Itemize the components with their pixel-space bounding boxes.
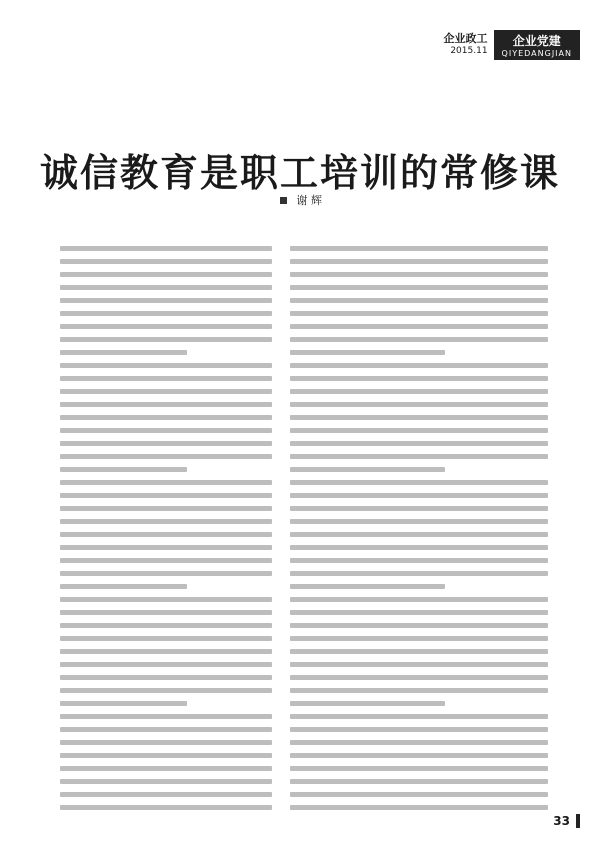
- body-text-line: [60, 519, 272, 524]
- body-text-line: [290, 311, 548, 316]
- body-text-line: [60, 376, 272, 381]
- body-column-right: [290, 246, 548, 826]
- body-text-line: [60, 558, 272, 563]
- body-text-line: [290, 545, 548, 550]
- body-text-line: [290, 298, 548, 303]
- body-text-line: [290, 571, 548, 576]
- body-text-line: [290, 610, 548, 615]
- body-text-line: [290, 532, 548, 537]
- body-text-line: [60, 337, 272, 342]
- body-text-line: [290, 389, 548, 394]
- issue-header: [444, 30, 580, 60]
- body-text-line: [60, 571, 272, 576]
- body-column-left: [60, 246, 272, 826]
- section-name: 企业政工: [443, 32, 488, 45]
- page-number: 33: [553, 814, 580, 828]
- body-text-line: [290, 649, 548, 654]
- body-text-line: [290, 441, 548, 446]
- author-name: 谢 辉: [296, 194, 322, 207]
- body-text-line: [290, 792, 548, 797]
- body-text-line: [60, 402, 272, 407]
- body-text-line: [60, 298, 272, 303]
- body-text-line: [60, 415, 272, 420]
- body-text-line: [60, 454, 272, 459]
- body-text-line: [60, 467, 187, 472]
- body-text-line: [290, 285, 548, 290]
- body-text-line: [290, 519, 548, 524]
- byline: [280, 192, 322, 208]
- body-text-line: [60, 441, 272, 446]
- body-text-line: [60, 389, 272, 394]
- body-text-line: [290, 701, 445, 706]
- body-text-line: [290, 402, 548, 407]
- body-text-line: [60, 363, 272, 368]
- column-badge: [494, 30, 580, 60]
- body-text-line: [60, 259, 272, 264]
- body-text-line: [60, 350, 187, 355]
- body-text-line: [290, 363, 548, 368]
- body-text-line: [60, 597, 272, 602]
- body-text-line: [60, 792, 272, 797]
- issue-date: 2015.11: [450, 46, 488, 56]
- body-text-line: [60, 246, 272, 251]
- body-text-line: [290, 350, 445, 355]
- body-text-line: [290, 597, 548, 602]
- column-name: 企业党建: [512, 34, 561, 48]
- body-text-line: [290, 480, 548, 485]
- body-text-line: [290, 558, 548, 563]
- body-text-line: [60, 311, 272, 316]
- body-text-line: [60, 766, 272, 771]
- body-text-line: [290, 675, 548, 680]
- body-text-line: [290, 272, 548, 277]
- body-text-line: [60, 506, 272, 511]
- body-text-line: [290, 467, 445, 472]
- body-text-line: [60, 688, 272, 693]
- body-text-line: [60, 714, 272, 719]
- body-text-line: [290, 428, 548, 433]
- body-text-line: [290, 714, 548, 719]
- body-text-line: [290, 506, 548, 511]
- body-text-line: [290, 454, 548, 459]
- header-left: [444, 30, 494, 60]
- body-text-line: [290, 740, 548, 745]
- body-text-line: [60, 753, 272, 758]
- byline-square-icon: [280, 197, 287, 204]
- body-text-line: [290, 688, 548, 693]
- column-name-pinyin: QIYEDANGJIAN: [501, 49, 572, 58]
- body-text-line: [60, 428, 272, 433]
- body-text-line: [60, 493, 272, 498]
- body-text-line: [60, 662, 272, 667]
- body-text-line: [290, 779, 548, 784]
- body-text-line: [290, 493, 548, 498]
- body-text-line: [60, 584, 187, 589]
- body-text-line: [290, 259, 548, 264]
- body-text-line: [60, 545, 272, 550]
- body-text-line: [290, 415, 548, 420]
- body-text-line: [290, 623, 548, 628]
- body-text-line: [60, 532, 272, 537]
- body-text-line: [60, 649, 272, 654]
- body-text-line: [290, 246, 548, 251]
- body-text-line: [290, 727, 548, 732]
- body-text-line: [60, 480, 272, 485]
- body-text-line: [60, 701, 187, 706]
- body-text-line: [60, 610, 272, 615]
- body-text-line: [60, 727, 272, 732]
- body-text-line: [290, 324, 548, 329]
- body-text-line: [290, 766, 548, 771]
- body-text-line: [290, 805, 548, 810]
- body-text-line: [60, 779, 272, 784]
- body-text-line: [60, 805, 272, 810]
- body-text-line: [60, 740, 272, 745]
- body-text-line: [60, 272, 272, 277]
- body-text-line: [290, 636, 548, 641]
- article-title: 诚信教育是职工培训的常修课: [39, 151, 560, 195]
- body-text-line: [60, 636, 272, 641]
- body-text-line: [60, 324, 272, 329]
- body-text-line: [290, 584, 445, 589]
- body-text-line: [290, 337, 548, 342]
- body-text-line: [290, 662, 548, 667]
- body-text-line: [290, 753, 548, 758]
- body-text-line: [60, 623, 272, 628]
- body-text-line: [60, 675, 272, 680]
- body-text-line: [290, 376, 548, 381]
- body-text-line: [60, 285, 272, 290]
